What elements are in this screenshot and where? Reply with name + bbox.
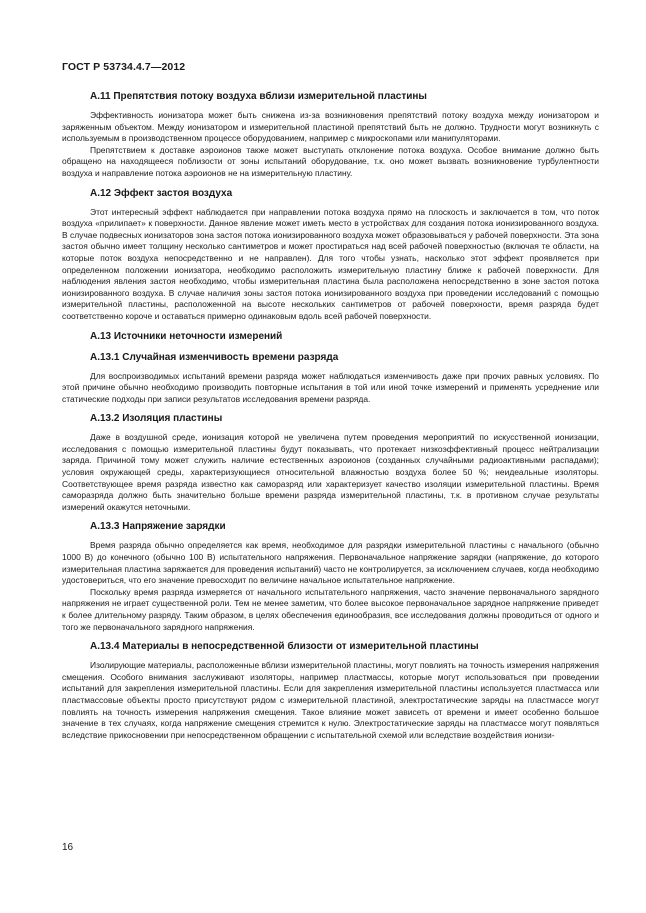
section-heading: А.13.1 Случайная изменчивость времени разряда	[90, 351, 339, 363]
section	[62, 90, 599, 180]
section-heading: А.11 Препятствия потоку воздуха вблизи измерительной пластины	[90, 91, 427, 102]
page-number: 16	[62, 842, 74, 853]
section	[62, 187, 599, 323]
section	[62, 640, 599, 741]
section-heading: А.13 Источники неточности измерений	[90, 330, 283, 342]
section-heading: А.13.2 Изоляция пластины	[90, 413, 223, 425]
section	[62, 351, 599, 406]
paragraph: Эффективность ионизатора может быть снижена из-за возникновения препятствий потоку воздуха между ионизатором и заряженным объектом. Между ионизатором и измерительной пластиной препятствий быть не должно. Трудности могут возникнуть с используемым в производственном процессе оборудованием, например с микроскопами или манипуляторами.	[62, 110, 599, 144]
section	[62, 330, 599, 344]
paragraph: Для воспроизводимых испытаний времени разряда может наблюдаться изменчивость даже при прочих равных условиях. По этой причине обычно необходимо производить повторные испытания в той или иной точке измерений и применять усреднение или статические подходы при записи результатов исследования времени разряда.	[62, 370, 599, 404]
section	[62, 520, 599, 633]
paragraph: Поскольку время разряда измеряется от начального испытательного напряжения, часто значение первоначального зарядного напряжения не играет существенной роли. Тем не менее заметим, что более высокое первоначальное зарядное напряжение приведет к более длительному разряду. Таким образом, в целях обеспечения единообразия, все исследования должны проводиться от одного и того же первоначального зарядного напряжения.	[62, 586, 599, 632]
paragraph: Этот интересный эффект наблюдается при направлении потока воздуха прямо на плоскость и заключается в том, что поток воздуха «прилипает» к поверхности. Данное явление может иметь место в устройствах для создания потока ионизированного воздуха. В случае подвесных ионизаторов зона застоя потока ионизированного воздуха может образовываться у рабочей поверхности. Эта зона застоя обычно имеет толщину несколько сантиметров и может простираться над всей рабочей поверхностью (включая те области, на которые поток воздуха непосредственно и не направлен). Для того чтобы узнать, насколько этот эффект проявляется при определенном положении ионизатора, необходимо расположить измерительную пластину ближе к рабочей поверхности. Для наблюдения явления застоя необходимо, чтобы измерительная пластина была расположена непосредственно в зоне застоя потока ионизированного воздуха. В случае наличия зоны застоя потока ионизированного воздуха при проведении исследований с помощью измерительной пластины, расположенной на высоте нескольких сантиметров от рабочей поверхности, время разряда будет соответственно короче и оставаться примерно одинаковым вдоль всей рабочей поверхности.	[62, 206, 599, 321]
standard-designation: ГОСТ Р 53734.4.7—2012	[62, 61, 186, 73]
section-heading: А.13.4 Материалы в непосредственной близости от измерительной пластины	[90, 641, 479, 653]
paragraph: Изолирующие материалы, расположенные вблизи измерительной пластины, могут повлиять на точность измерения напряжения смещения. Особого внимания заслуживают изоляторы, например пластмассы, которые могут использоваться при проведении испытаний для закрепления измерительной пластины. Если для закрепления измерительной пластины используется пластмасса или пластмассовые объекты просто присутствуют рядом с измерительной пластиной, электростатические заряды на пластмассе могут повлиять на точность измерения напряжения смещения. Такое влияние может зависеть от времени и имеет особенно большое значение в тех случаях, когда напряжение смещения стремится к нулю. Электростатические заряды на пластмассе могут появляться вследствие прикосновении при непосредственном обращении с испытательной схемой или вследствие воздействия ионизи-	[62, 660, 599, 740]
section-heading: А.12 Эффект застоя воздуха	[90, 187, 233, 199]
paragraph: Даже в воздушной среде, ионизация которой не увеличена путем проведения мероприятий по искусственной ионизации, исследования с помощью измерительной пластины будут показывать, что протекает низкоэффективный процесс нейтрализации заряда. Причиной тому может служить наличие естественных аэроионов (созданных случайными радиоактивными распадами); условия окружающей среды, характеризующиеся относительной влажностью воздуха более 50 %; неидеальные изоляторы. Соответствующее время разряда известно как саморазряд или характеризует качество изоляции измерительной пластины. Время саморазряда должно быть значительно больше времени разряда измерительной пластины, т.к. в противном случае результаты измерений окажутся неточными.	[62, 432, 599, 512]
document-body	[62, 90, 599, 748]
section	[62, 412, 599, 513]
section-heading: А.13.3 Напряжение зарядки	[90, 521, 226, 533]
paragraph: Препятствием к доставке аэроионов также может выступать отклонение потока воздуха. Особое внимание должно быть обращено на находящееся поблизости от зоны испытаний оборудование, т.к. оно может вызвать возникновение турбулентности воздуха и направление потока аэроионов не на измерительную пластину.	[62, 144, 599, 178]
paragraph: Время разряда обычно определяется как время, необходимое для разрядки измерительной пластины с начального (обычно 1000 В) до конечного (обычно 100 В) испытательного напряжения. Первоначальное напряжение зарядки (напряжение, до которого измерительная пластина заряжается для проведения испытаний) часто не контролируется, за исключением случаев, когда необходимо удостовериться, что его значение превосходит по величине начальное испытательное напряжение.	[62, 540, 599, 586]
